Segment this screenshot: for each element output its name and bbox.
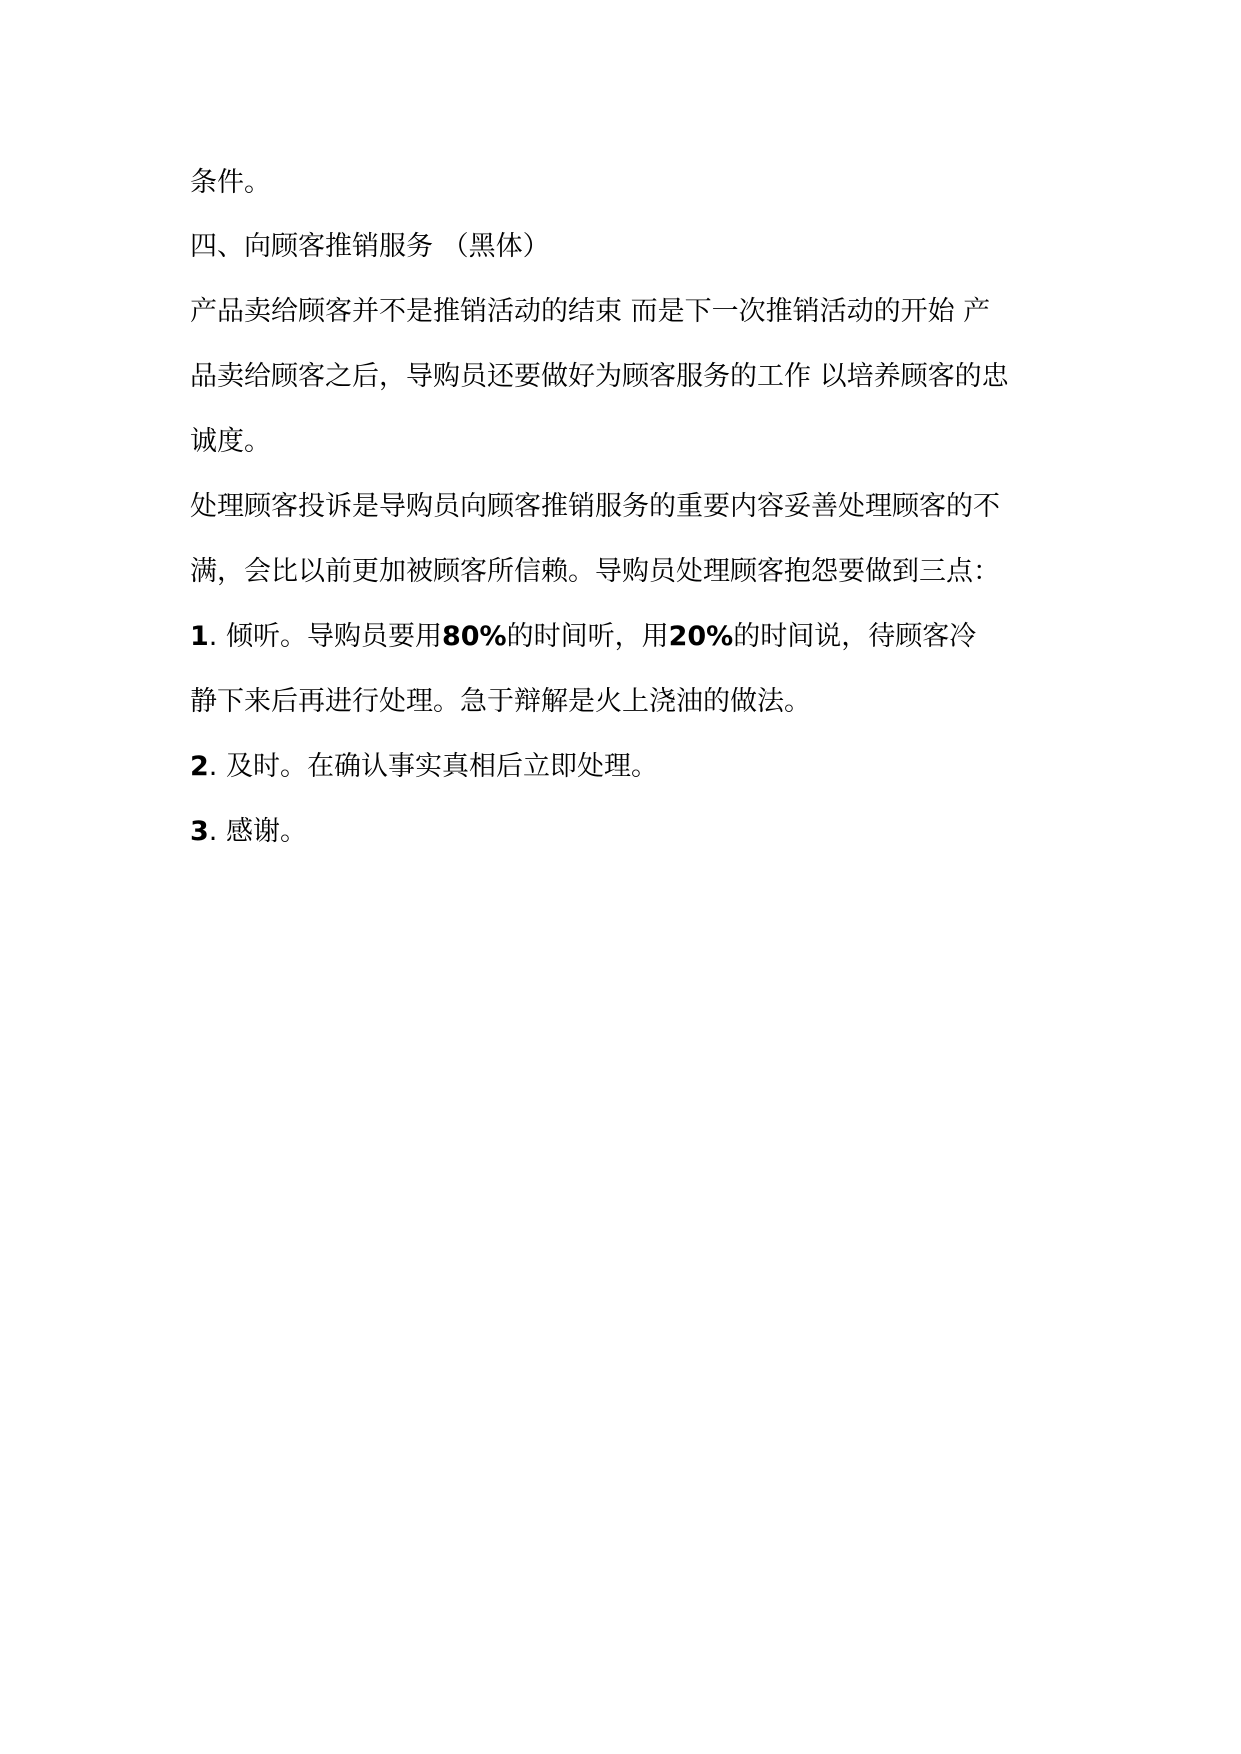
section-heading: 四、向顾客推销服务 （黑体） [190,231,550,262]
list-item-3 [190,814,1070,850]
paragraph-1-line-2: 品卖给顾客之后，导购员还要做好为顾客服务的工作 以培养顾客的忠 [190,361,1009,392]
list-item-1-line-2: 静下来后再进行处理。急于辩解是火上浇油的做法。 [190,686,811,717]
list-item-1 [190,619,1070,655]
list-item-1-percent-20: 20% [668,621,734,652]
list-item-3-text: . 感谢。 [208,816,307,847]
list-item-1-percent-80: 80% [441,621,507,652]
list-item-3-number: 3 [190,816,209,847]
paragraph-1-line-1: 产品卖给顾客并不是推销活动的结束 而是下一次推销活动的开始 产 [190,296,991,327]
list-item-2 [190,749,1070,785]
paragraph-2-line-2: 满，会比以前更加被顾客所信赖。导购员处理顾客抱怨要做到三点： [190,556,1000,587]
list-item-2-number: 2 [190,751,209,782]
list-item-2-text: . 及时。在确认事实真相后立即处理。 [208,751,658,782]
list-item-1-text-c: 的时间说，待顾客冷 [733,621,977,652]
text-line-continuation: 条件。 [190,167,271,198]
list-item-1-text-b: 的时间听，用 [506,621,669,652]
paragraph-2-line-1: 处理顾客投诉是导购员向顾客推销服务的重要内容妥善处理顾客的不 [190,491,1000,522]
list-item-1-text-a: . 倾听。导购员要用 [208,621,442,652]
list-item-1-number: 1 [190,621,209,652]
paragraph-1-line-3: 诚度。 [190,426,271,457]
